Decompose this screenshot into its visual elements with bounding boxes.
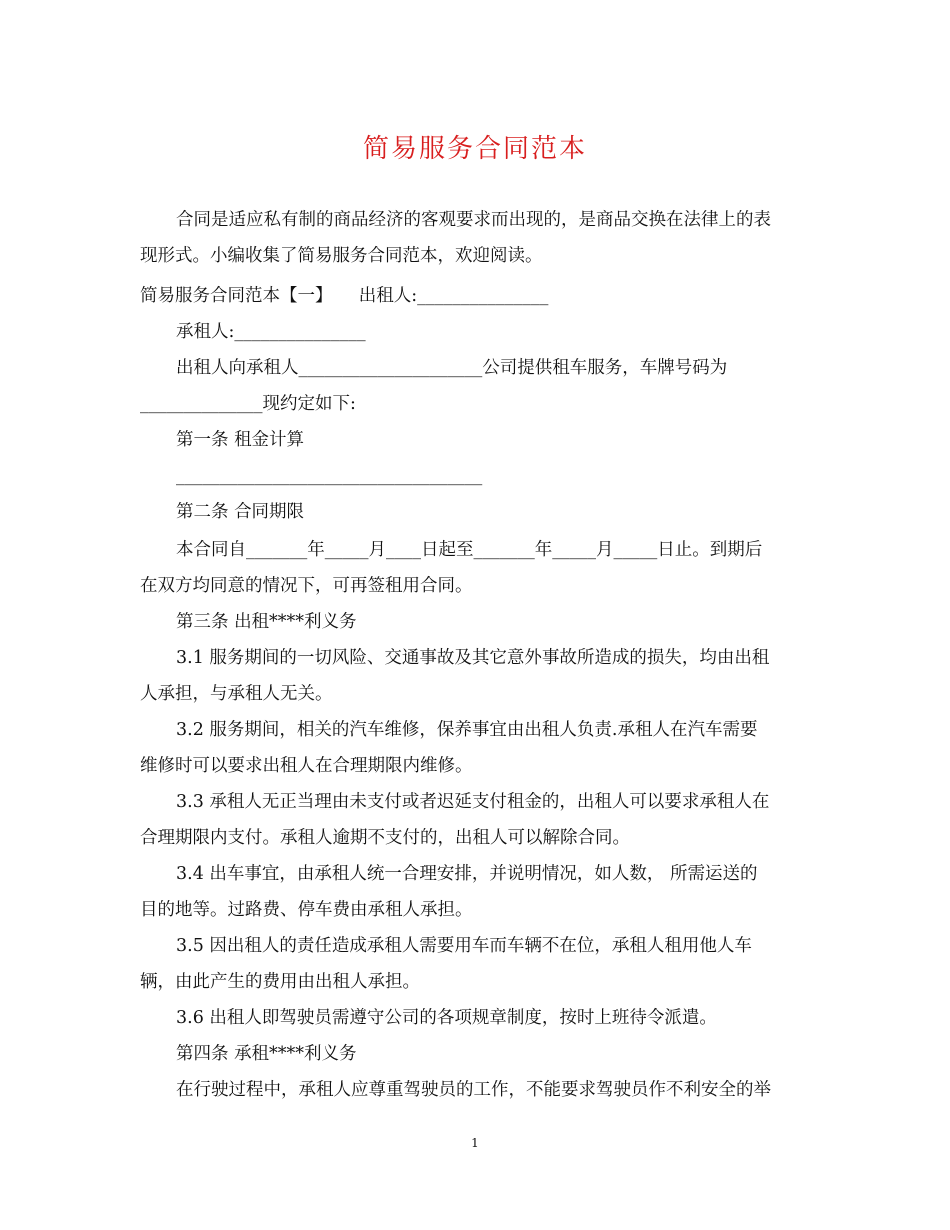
paragraph-line: 出租人向承租人_____________________公司提供租车服务，车牌号码为 — [176, 358, 728, 378]
section-heading: 第四条 承租****利义务 — [176, 1044, 357, 1064]
paragraph-line: 简易服务合同范本【一】 出租人:_______________ — [140, 286, 549, 306]
blank-line: ___________________________________ — [176, 466, 483, 486]
paragraph-line: 3.2 服务期间，相关的汽车维修，保养事宜由出租人负责.承租人在汽车需要 — [176, 720, 758, 740]
paragraph-line: 维修时可以要求出租人在合理期限内维修。 — [140, 756, 473, 776]
paragraph-line: 目的地等。过路费、停车费由承租人承担。 — [140, 900, 473, 920]
paragraph-line: 3.6 出租人即驾驶员需遵守公司的各项规章制度，按时上班待令派遣。 — [176, 1008, 717, 1028]
section-heading: 第三条 出租****利义务 — [176, 612, 357, 632]
paragraph-line: ______________现约定如下: — [140, 394, 356, 414]
paragraph-line: 在双方均同意的情况下，可再签租用合同。 — [140, 576, 473, 596]
paragraph-line: 3.4 出车事宜，由承租人统一合理安排，并说明情况，如人数， 所需运送的 — [176, 864, 758, 884]
paragraph-line: 本合同自_______年_____月____日起至_______年_____月_____日止。到期后 — [176, 540, 763, 560]
paragraph-line: 人承担，与承租人无关。 — [140, 684, 333, 704]
paragraph-line: 现形式。小编收集了简易服务合同范本，欢迎阅读。 — [140, 246, 543, 266]
paragraph-line: 辆，由此产生的费用由出租人承担。 — [140, 972, 420, 992]
section-heading: 第二条 合同期限 — [176, 502, 305, 522]
page-number: 1 — [471, 1136, 479, 1150]
paragraph-line: 在行驶过程中，承租人应尊重驾驶员的工作，不能要求驾驶员作不利安全的举 — [176, 1080, 771, 1100]
paragraph-line: 合理期限内支付。承租人逾期不支付的，出租人可以解除合同。 — [140, 828, 630, 848]
paragraph-line: 3.1 服务期间的一切风险、交通事故及其它意外事故所造成的损失，均由出租 — [176, 648, 770, 668]
paragraph-line: 3.3 承租人无正当理由未支付或者迟延支付租金的，出租人可以要求承租人在 — [176, 792, 770, 812]
paragraph-line: 3.5 因出租人的责任造成承租人需要用车而车辆不在位，承租人租用他人车 — [176, 936, 752, 956]
document-title: 简易服务合同范本 — [362, 134, 587, 164]
section-heading: 第一条 租金计算 — [176, 430, 305, 450]
paragraph-line: 合同是适应私有制的商品经济的客观要求而出现的，是商品交换在法律上的表 — [176, 210, 771, 230]
paragraph-line: 承租人:_______________ — [176, 322, 366, 342]
